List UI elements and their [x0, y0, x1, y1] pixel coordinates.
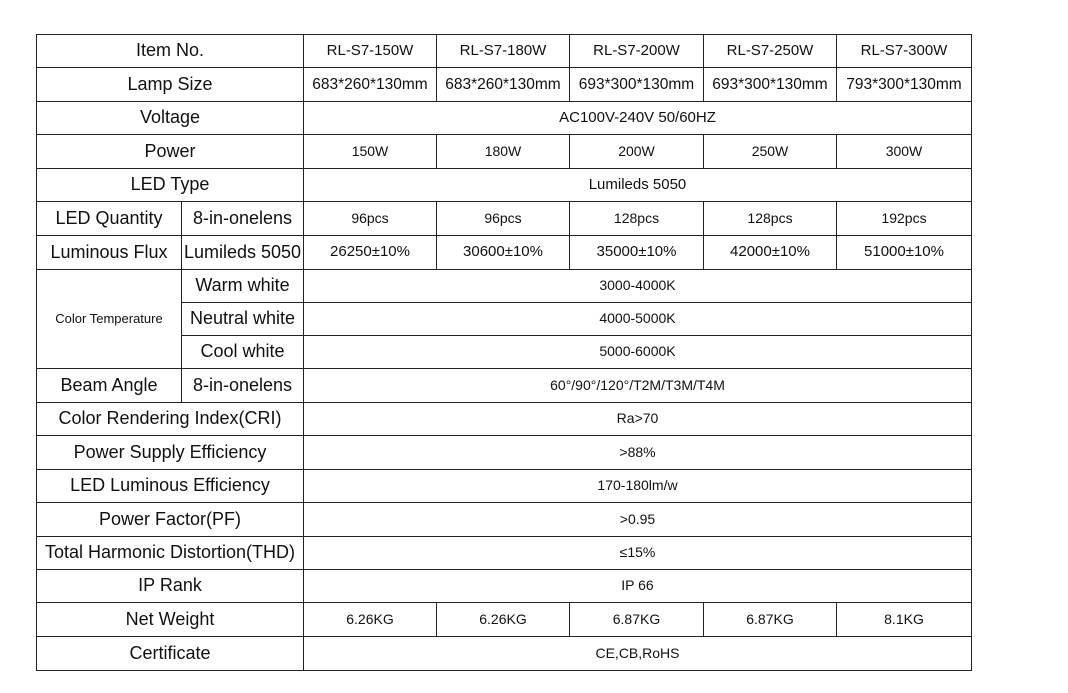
led-quantity-cell: 96pcs: [437, 202, 570, 236]
certificate-value: CE,CB,RoHS: [304, 637, 972, 671]
led-quantity-cell: 96pcs: [304, 202, 437, 236]
row-net-weight: [37, 603, 972, 637]
cri-label: Color Rendering Index(CRI): [37, 403, 304, 436]
power-factor-label: Power Factor(PF): [37, 503, 304, 537]
thd-label: Total Harmonic Distortion(THD): [37, 537, 304, 570]
ip-rank-value: IP 66: [304, 570, 972, 603]
model-cell: RL-S7-200W: [570, 35, 704, 68]
row-lamp-size: [37, 68, 972, 102]
led-quantity-cell: 128pcs: [704, 202, 837, 236]
luminous-flux-cell: 30600±10%: [437, 236, 570, 270]
power-label: Power: [37, 135, 304, 169]
led-quantity-cell: 128pcs: [570, 202, 704, 236]
row-power: [37, 135, 972, 169]
model-cell: RL-S7-300W: [837, 35, 972, 68]
ip-rank-label: IP Rank: [37, 570, 304, 603]
lamp-size-cell: 693*300*130mm: [570, 68, 704, 102]
power-cell: 250W: [704, 135, 837, 169]
beam-angle-sub: 8-in-onelens: [182, 369, 304, 403]
row-color-temp-warm: [37, 270, 972, 303]
luminous-flux-cell: 51000±10%: [837, 236, 972, 270]
lamp-size-cell: 683*260*130mm: [304, 68, 437, 102]
led-luminous-efficiency-value: 170-180lm/w: [304, 470, 972, 503]
voltage-label: Voltage: [37, 102, 304, 135]
item-no-label: Item No.: [37, 35, 304, 68]
lamp-size-label: Lamp Size: [37, 68, 304, 102]
lamp-size-cell: 683*260*130mm: [437, 68, 570, 102]
luminous-flux-sub: Lumileds 5050: [182, 236, 304, 270]
row-led-quantity: [37, 202, 972, 236]
beam-angle-value: 60°/90°/120°/T2M/T3M/T4M: [304, 369, 972, 403]
lamp-size-cell: 693*300*130mm: [704, 68, 837, 102]
color-temp-name: Warm white: [182, 270, 304, 303]
color-temp-name: Cool white: [182, 336, 304, 369]
net-weight-cell: 8.1KG: [837, 603, 972, 637]
certificate-label: Certificate: [37, 637, 304, 671]
power-supply-efficiency-label: Power Supply Efficiency: [37, 436, 304, 470]
luminous-flux-cell: 26250±10%: [304, 236, 437, 270]
model-cell: RL-S7-150W: [304, 35, 437, 68]
led-quantity-label: LED Quantity: [37, 202, 182, 236]
row-power-supply-efficiency: [37, 436, 972, 470]
luminous-flux-label: Luminous Flux: [37, 236, 182, 270]
row-luminous-flux: [37, 236, 972, 270]
color-temperature-label: Color Temperature: [37, 270, 182, 369]
power-cell: 200W: [570, 135, 704, 169]
cri-value: Ra>70: [304, 403, 972, 436]
beam-angle-label: Beam Angle: [37, 369, 182, 403]
spec-table: [36, 34, 972, 671]
thd-value: ≤15%: [304, 537, 972, 570]
net-weight-cell: 6.26KG: [437, 603, 570, 637]
color-temp-value: 4000-5000K: [304, 303, 972, 336]
power-cell: 300W: [837, 135, 972, 169]
color-temp-value: 3000-4000K: [304, 270, 972, 303]
row-thd: [37, 537, 972, 570]
model-cell: RL-S7-250W: [704, 35, 837, 68]
net-weight-cell: 6.26KG: [304, 603, 437, 637]
model-cell: RL-S7-180W: [437, 35, 570, 68]
row-beam-angle: [37, 369, 972, 403]
net-weight-cell: 6.87KG: [704, 603, 837, 637]
luminous-flux-cell: 35000±10%: [570, 236, 704, 270]
color-temp-value: 5000-6000K: [304, 336, 972, 369]
led-luminous-efficiency-label: LED Luminous Efficiency: [37, 470, 304, 503]
power-supply-efficiency-value: >88%: [304, 436, 972, 470]
row-certificate: [37, 637, 972, 671]
row-item-no: [37, 35, 972, 68]
led-type-label: LED Type: [37, 169, 304, 202]
row-led-type: [37, 169, 972, 202]
row-power-factor: [37, 503, 972, 537]
luminous-flux-cell: 42000±10%: [704, 236, 837, 270]
led-quantity-sub: 8-in-onelens: [182, 202, 304, 236]
power-factor-value: >0.95: [304, 503, 972, 537]
power-cell: 180W: [437, 135, 570, 169]
row-led-luminous-efficiency: [37, 470, 972, 503]
led-type-value: Lumileds 5050: [304, 169, 972, 202]
voltage-value: AC100V-240V 50/60HZ: [304, 102, 972, 135]
row-cri: [37, 403, 972, 436]
lamp-size-cell: 793*300*130mm: [837, 68, 972, 102]
power-cell: 150W: [304, 135, 437, 169]
net-weight-cell: 6.87KG: [570, 603, 704, 637]
net-weight-label: Net Weight: [37, 603, 304, 637]
color-temp-name: Neutral white: [182, 303, 304, 336]
row-ip-rank: [37, 570, 972, 603]
led-quantity-cell: 192pcs: [837, 202, 972, 236]
row-voltage: [37, 102, 972, 135]
